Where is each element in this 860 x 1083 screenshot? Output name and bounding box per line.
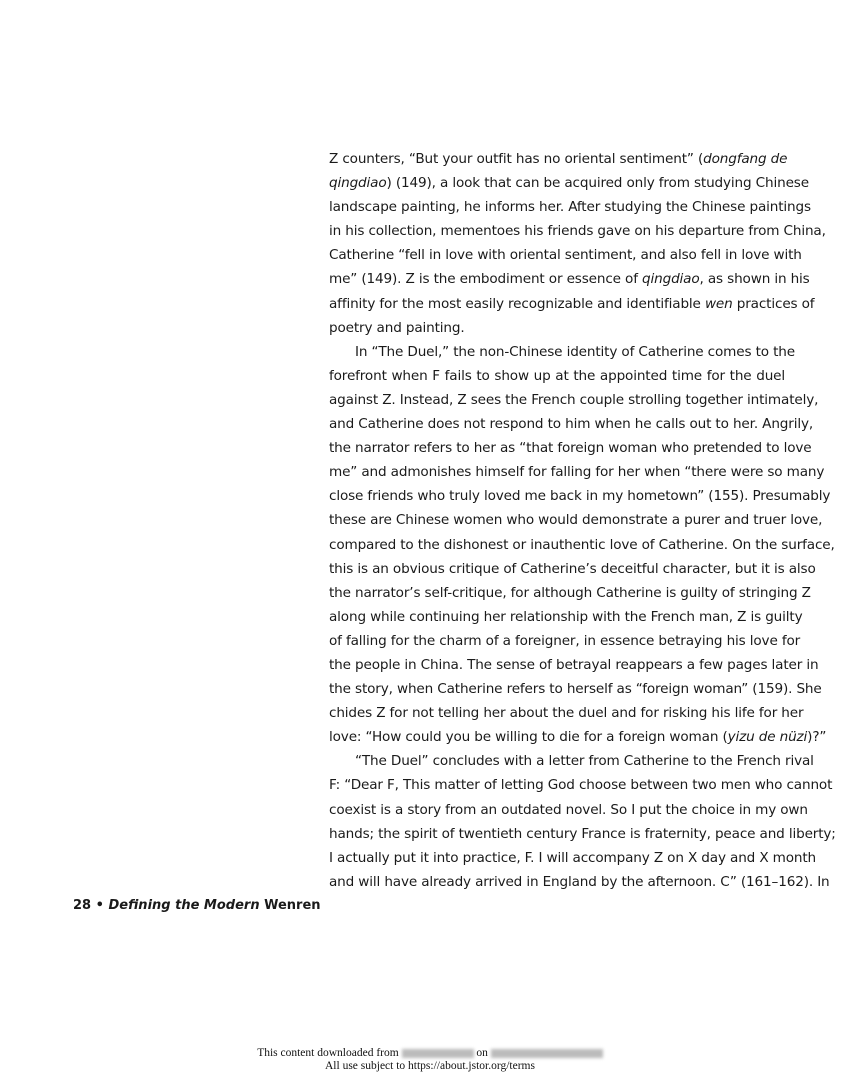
bullet: •	[95, 898, 104, 913]
on-text: on	[476, 1047, 488, 1059]
text-segment: affinity for the most easily recognizable and identifiable	[329, 295, 705, 312]
book-title-italic: Defining the Modern	[108, 898, 260, 913]
text-segment: the narrator refers to her as “that foreign woman who pretended to love	[329, 440, 812, 457]
text-line	[329, 364, 785, 388]
text-segment: poetry and painting.	[329, 319, 465, 336]
text-line	[329, 243, 802, 267]
page-number: 28	[73, 898, 92, 913]
text-segment: this is an obvious critique of Catherine’s deceitful character, but it is also	[329, 560, 816, 577]
text-segment: against Z. Instead, Z sees the French couple strolling together intimately,	[329, 391, 819, 408]
text-segment: ) (149), a look that can be acquired only from studying Chinese	[386, 175, 809, 192]
italic-term: qingdiao	[329, 175, 387, 192]
text-line	[329, 677, 822, 701]
text-line	[329, 798, 808, 822]
jstor-notice	[0, 1047, 860, 1073]
text-line	[329, 195, 811, 219]
text-line	[329, 557, 816, 581]
text-segment: love: “How could you be willing to die for a foreign woman (	[329, 729, 728, 746]
text-line	[329, 508, 823, 532]
text-line	[329, 725, 827, 749]
text-segment: along while continuing her relationship with the French man, Z is guilty	[329, 608, 803, 625]
text-line	[329, 846, 817, 870]
text-line	[329, 822, 836, 846]
redacted-ip	[402, 1049, 474, 1058]
text-segment: I actually put it into practice, F. I will accompany Z on X day and X month	[329, 849, 817, 866]
text-line	[329, 460, 825, 484]
italic-term: wen	[704, 295, 733, 312]
text-line	[329, 629, 801, 653]
text-segment: me” (149). Z is the embodiment or essence of	[329, 271, 643, 288]
italic-term: yizu de nüzi	[727, 729, 808, 746]
text-line	[329, 316, 785, 340]
text-segment: F: “Dear F, This matter of letting God choose between two men who cannot	[329, 777, 833, 794]
text-line	[329, 701, 804, 725]
text-segment: chides Z for not telling her about the duel and for risking his life for her	[329, 705, 804, 722]
text-segment: in his collection, mementoes his friends gave on his departure from China,	[329, 223, 826, 240]
text-line	[329, 267, 810, 291]
text-segment: Catherine “fell in love with oriental sentiment, and also fell in love with	[329, 247, 802, 264]
text-line	[329, 773, 833, 797]
text-segment: me” and admonishes himself for falling for her when “there were so many	[329, 464, 825, 481]
text-segment: forefront when F fails to show up at the appointed time for the duel	[329, 367, 785, 384]
text-line	[329, 749, 814, 773]
text-segment: “The Duel” concludes with a letter from Catherine to the French rival	[355, 753, 814, 770]
text-line	[329, 292, 815, 316]
text-line	[329, 147, 788, 171]
text-segment: In “The Duel,” the non-Chinese identity of Catherine comes to the	[355, 343, 795, 360]
text-segment: )?”	[807, 729, 827, 746]
text-line	[329, 533, 835, 557]
text-segment: of falling for the charm of a foreigner, in essence betraying his love for	[329, 632, 801, 649]
text-segment: Z counters, “But your outfit has no oriental sentiment” (	[329, 151, 704, 167]
text-line	[329, 605, 803, 629]
text-segment: these are Chinese women who would demonstrate a purer and truer love,	[329, 512, 823, 529]
text-line	[329, 219, 826, 243]
download-line	[0, 1047, 860, 1060]
body-text	[329, 147, 836, 894]
text-segment: landscape painting, he informs her. After studying the Chinese paintings	[329, 199, 811, 216]
text-line	[329, 870, 830, 894]
text-segment: and Catherine does not respond to him when he calls out to her. Angrily,	[329, 416, 814, 433]
text-line	[329, 171, 809, 195]
text-line	[329, 581, 811, 605]
book-title-roman: Wenren	[264, 898, 321, 913]
text-segment: the story, when Catherine refers to herself as “foreign woman” (159). She	[329, 681, 822, 698]
text-line	[329, 388, 819, 412]
text-segment: the people in China. The sense of betrayal reappears a few pages later in	[329, 656, 819, 673]
italic-term: dongfang de	[703, 151, 788, 167]
text-segment: practices of	[732, 295, 815, 312]
italic-term: qingdiao	[642, 271, 700, 288]
text-segment: the narrator’s self-critique, for although Catherine is guilty of stringing Z	[329, 584, 811, 601]
text-segment: , as shown in his	[699, 271, 810, 288]
text-line	[329, 653, 819, 677]
text-line	[329, 484, 831, 508]
text-line	[329, 412, 814, 436]
running-footer	[73, 898, 321, 913]
text-segment: hands; the spirit of twentieth century France is fraternity, peace and liberty;	[329, 825, 836, 842]
text-line	[329, 436, 812, 460]
text-segment: coexist is a story from an outdated novel. So I put the choice in my own	[329, 801, 808, 818]
text-line	[329, 340, 795, 364]
terms-line: All use subject to https://about.jstor.org/terms	[325, 1060, 535, 1072]
text-segment: and will have already arrived in England by the afternoon. C” (161–162). In	[329, 873, 830, 890]
text-segment: close friends who truly loved me back in my hometown” (155). Presumably	[329, 488, 831, 505]
download-text: This content downloaded from	[257, 1047, 399, 1059]
redacted-date	[491, 1049, 603, 1058]
text-segment: compared to the dishonest or inauthentic love of Catherine. On the surface,	[329, 536, 835, 553]
